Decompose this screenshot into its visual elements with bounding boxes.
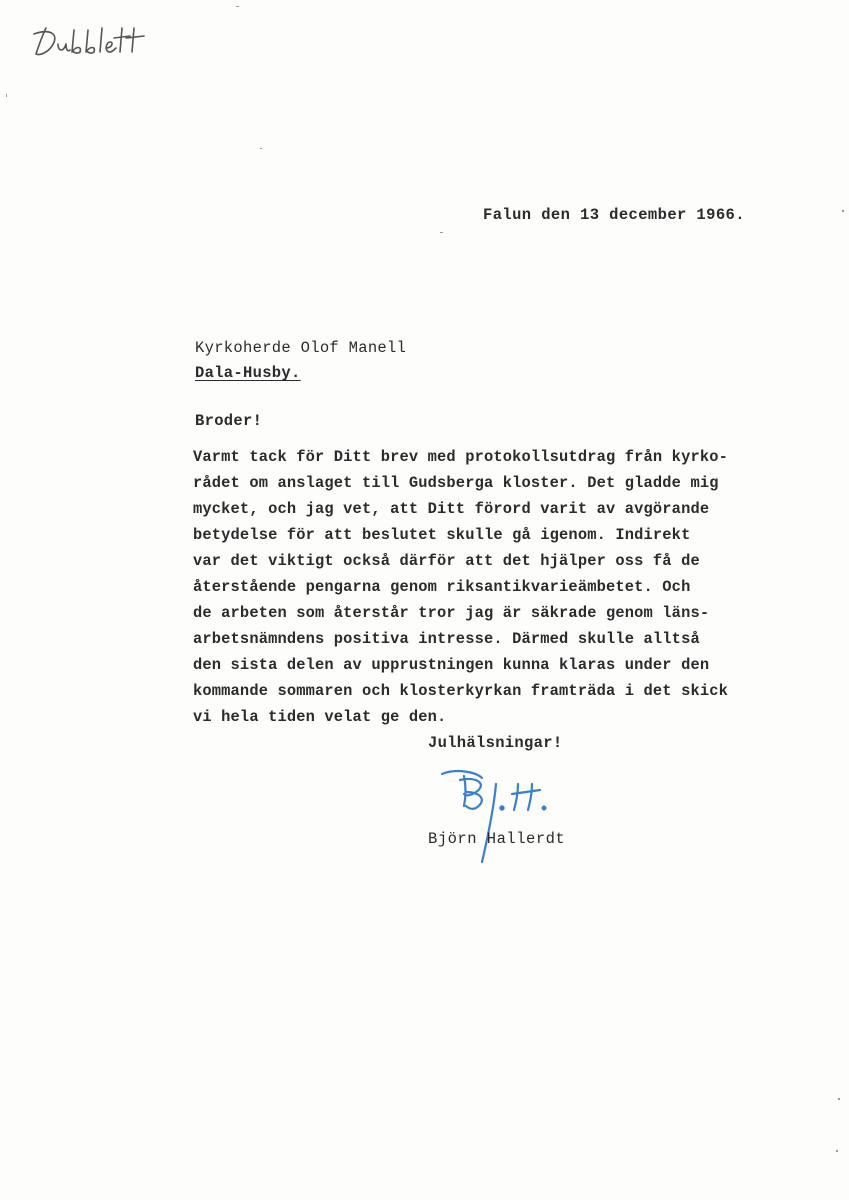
body-line: vi hela tiden velat ge den. (193, 708, 447, 726)
paper-speck (236, 6, 239, 7)
dubblett-handwriting (30, 20, 160, 64)
body-line: var det viktigt också därför att det hjälper oss få de (193, 552, 700, 570)
body-line: arbetsnämndens positiva intresse. Därmed skulle alltså (193, 630, 700, 648)
letter-dateline: Falun den 13 december 1966. (483, 206, 745, 224)
body-line: Varmt tack för Ditt brev med protokollsutdrag från kyrko- (193, 448, 728, 466)
paper-speck (836, 1150, 838, 1152)
body-line: betydelse för att beslutet skulle gå igenom. Indirekt (193, 526, 691, 544)
body-line: den sista delen av upprustningen kunna klaras under den (193, 656, 710, 674)
dubblett-handwritten-mark (30, 20, 160, 64)
paper-speck (6, 94, 7, 97)
paper-speck (838, 1098, 840, 1100)
paper-speck (440, 232, 443, 233)
handwritten-signature (436, 766, 566, 866)
recipient-address (195, 336, 406, 386)
signature-initials-drawing (436, 766, 566, 866)
paper-speck (260, 148, 262, 149)
recipient-place: Dala-Husby. (195, 364, 301, 382)
letter-salutation: Broder! (195, 412, 263, 430)
letter-closing: Julhälsningar! (428, 734, 563, 752)
body-line: rådet om anslaget till Gudsberga kloster. Det gladde mig (193, 474, 719, 492)
recipient-name: Kyrkoherde Olof Manell (195, 339, 407, 357)
signer-name: Björn Hallerdt (428, 830, 566, 848)
letter-body (193, 444, 793, 730)
body-line: återstående pengarna genom riksantikvarieämbetet. Och (193, 578, 691, 596)
paper-speck (842, 210, 844, 212)
body-line: mycket, och jag vet, att Ditt förord varit av avgörande (193, 500, 710, 518)
body-line: kommande sommaren och klosterkyrkan framträda i det skick (193, 682, 728, 700)
body-line: de arbeten som återstår tror jag är säkrade genom läns- (193, 604, 710, 622)
